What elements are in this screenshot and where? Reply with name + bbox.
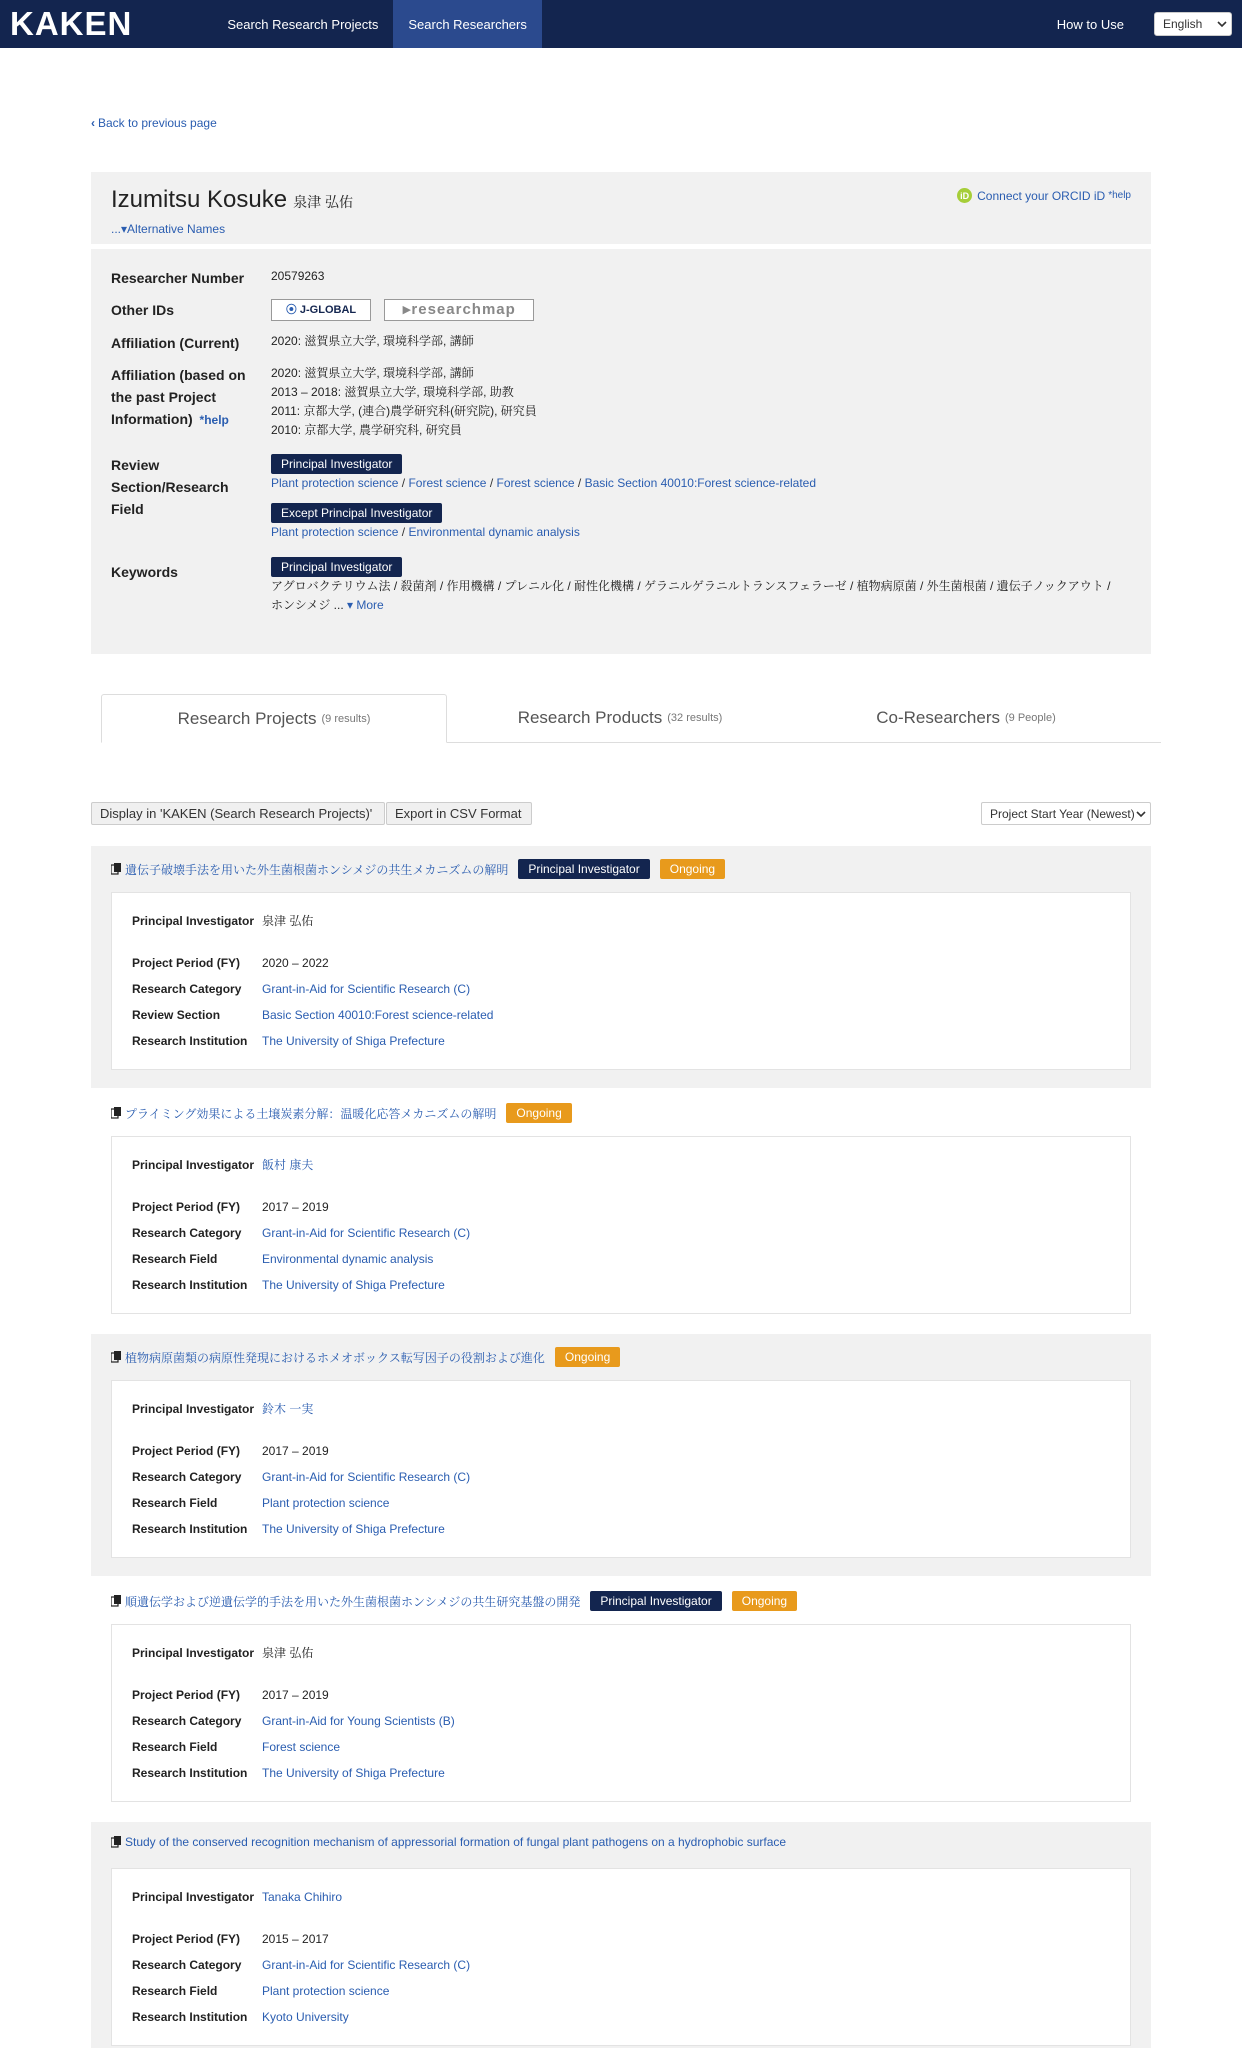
project-title-link[interactable]: 遺伝子破壊手法を用いた外生菌根菌ホンシメジの共生メカニズムの解明	[125, 862, 509, 877]
review-section-row: Review Section/Research Field Principal Investigator Plant protection science / Forest science / Forest science / Basic Section 40010:Forest science-related Except Principal Investigator Plant protection science / Environmental dynamic analysis	[111, 454, 1121, 542]
orcid-icon: iD	[957, 188, 972, 203]
researchmap-link[interactable]: ▸researchmap	[384, 299, 534, 321]
project-category-link[interactable]: Grant-in-Aid for Scientific Research (C)	[262, 982, 471, 996]
project-title-link[interactable]: Study of the conserved recognition mechanism of appressorial formation of fungal plant pathogens on a hydrophobic surface	[125, 1835, 787, 1849]
researcher-header	[91, 172, 1151, 244]
nav-how-to-use[interactable]: How to Use	[1056, 16, 1124, 32]
project-institution-link[interactable]: The University of Shiga Prefecture	[262, 1034, 445, 1048]
status-badge: Ongoing	[660, 859, 725, 879]
affiliation-current-row: Affiliation (Current) 2020: 滋賀県立大学, 環境科学部, 講師	[111, 332, 1121, 354]
tab-research-products[interactable]: Research Products (32 results)	[517, 708, 723, 727]
sort-select[interactable]	[981, 802, 1151, 825]
document-icon	[111, 1351, 121, 1363]
keywords-more-link[interactable]: ▾ More	[347, 598, 384, 612]
project-item	[91, 1822, 1151, 2048]
pi-tag: Principal Investigator	[518, 859, 649, 879]
review-pi-fields: Plant protection science / Forest science / Forest science / Basic Section 40010:Forest science-related	[271, 476, 817, 490]
project-period: 2017 – 2019	[262, 1688, 329, 1702]
orcid-help-link[interactable]: *help	[1108, 190, 1131, 201]
keywords-row: Keywords Principal Investigator アグロバクテリウム法 / 殺菌剤 / 作用機構 / プレニル化 / 耐性化機構 / ゲラニルゲラニルトランスフェラーゼ / 植物病原菌 / 外生菌根菌 / 遺伝子ノックアウト / ホンシメジ ... ▾ More	[111, 557, 1121, 615]
project-category-link[interactable]: Grant-in-Aid for Scientific Research (C)	[262, 1226, 471, 1240]
researcher-number-row: Researcher Number 20579263	[111, 267, 1121, 289]
tab-co-researchers[interactable]: Co-Researchers (9 People)	[876, 708, 1056, 727]
researcher-info	[91, 249, 1151, 654]
document-icon	[111, 1107, 121, 1119]
project-institution-link[interactable]: The University of Shiga Prefecture	[262, 1278, 445, 1292]
language-value: English	[1163, 17, 1203, 31]
researcher-name-ja: 泉津 弘佑	[293, 194, 353, 210]
project-details: Principal Investigator 飯村 康夫 Project Period (FY) 2017 – 2019 Research Category Grant-in-Aid for Scientific Research (C) Research Field Environmental dynamic analysis Research Institution The University of Shiga Prefecture	[111, 1136, 1131, 1314]
tab-research-projects[interactable]: Research Projects (9 results)	[101, 694, 447, 743]
other-ids-row: Other IDs ⦿ J-GLOBAL ▸researchmap	[111, 299, 1121, 321]
project-pi: 泉津 弘佑	[262, 1646, 314, 1660]
status-badge: Ongoing	[732, 1591, 797, 1611]
pi-tag: Principal Investigator	[590, 1591, 721, 1611]
researchmap-logo-icon: ▸	[402, 301, 412, 318]
project-category-link[interactable]: Grant-in-Aid for Scientific Research (C)	[262, 1470, 471, 1484]
project-pi-link[interactable]: Tanaka Chihiro	[262, 1890, 343, 1904]
project-category-link[interactable]: Grant-in-Aid for Young Scientists (B)	[262, 1714, 455, 1728]
document-icon	[111, 863, 121, 875]
project-period: 2020 – 2022	[262, 956, 329, 970]
nav-search-researchers[interactable]: Search Researchers	[393, 0, 542, 48]
project-period: 2015 – 2017	[262, 1932, 329, 1946]
chevron-down-icon	[1136, 809, 1146, 819]
project-item	[91, 1334, 1151, 1576]
project-institution-link[interactable]: Kyoto University	[262, 2010, 349, 2024]
keywords-badge: Principal Investigator	[271, 557, 402, 577]
project-category-link[interactable]: Grant-in-Aid for Scientific Research (C)	[262, 1958, 471, 1972]
project-pi-link[interactable]: 鈴木 一実	[262, 1402, 314, 1416]
project-institution-link[interactable]: The University of Shiga Prefecture	[262, 1522, 445, 1536]
document-icon	[111, 1836, 121, 1848]
nav-search-projects[interactable]: Search Research Projects	[227, 16, 379, 32]
project-pi: 泉津 弘佑	[262, 914, 314, 928]
project-item	[91, 1578, 1151, 1820]
sort-value: Project Start Year (Newest)	[990, 806, 1135, 821]
project-period: 2017 – 2019	[262, 1200, 329, 1214]
project-field-link[interactable]: Plant protection science	[262, 1496, 390, 1510]
review-except-badge: Except Principal Investigator	[271, 503, 442, 523]
project-title-link[interactable]: 順遺伝学および逆遺伝学的手法を用いた外生菌根菌ホンシメジの共生研究基盤の開発	[125, 1594, 581, 1609]
top-navbar	[0, 0, 1242, 48]
project-pi-link[interactable]: 飯村 康夫	[262, 1158, 314, 1172]
jglobal-link[interactable]: ⦿ J-GLOBAL	[271, 299, 371, 321]
project-details: Principal Investigator 泉津 弘佑 Project Period (FY) 2020 – 2022 Research Category Grant-in-Aid for Scientific Research (C) Review Section Basic Section 40010:Forest science-related Research Institution The University of Shiga Prefecture	[111, 892, 1131, 1070]
keywords-list: アグロバクテリウム法 / 殺菌剤 / 作用機構 / プレニル化 / 耐性化機構 / ゲラニルゲラニルトランスフェラーゼ / 植物病原菌 / 外生菌根菌 / 遺伝子ノックアウト /	[271, 579, 1111, 593]
project-item	[91, 846, 1151, 1088]
display-in-kaken-button[interactable]: Display in 'KAKEN (Search Research Projects)'	[91, 802, 385, 825]
jglobal-logo-icon: ⦿	[285, 304, 297, 316]
project-details: Principal Investigator 鈴木 一実 Project Period (FY) 2017 – 2019 Research Category Grant-in-Aid for Scientific Research (C) Research Field Plant protection science Research Institution The University of Shiga Prefecture	[111, 1380, 1131, 1558]
chevron-down-icon	[1217, 19, 1227, 29]
project-details: Principal Investigator Tanaka Chihiro Project Period (FY) 2015 – 2017 Research Category Grant-in-Aid for Scientific Research (C) Research Field Plant protection science Research Institution Kyoto University	[111, 1868, 1131, 2046]
chevron-left-icon: ‹	[91, 116, 95, 130]
back-link[interactable]: ‹ Back to previous page	[91, 116, 217, 130]
orcid-connect	[957, 188, 1131, 203]
project-period: 2017 – 2019	[262, 1444, 329, 1458]
status-badge: Ongoing	[555, 1347, 620, 1367]
alternative-names-toggle[interactable]: ...▾Alternative Names	[111, 222, 226, 236]
project-details: Principal Investigator 泉津 弘佑 Project Period (FY) 2017 – 2019 Research Category Grant-in-Aid for Young Scientists (B) Research Field Forest science Research Institution The University of Shiga Prefecture	[111, 1624, 1131, 1802]
review-except-fields: Plant protection science / Environmental dynamic analysis	[271, 525, 580, 539]
project-field-link[interactable]: Basic Section 40010:Forest science-related	[262, 1008, 494, 1022]
export-csv-button[interactable]: Export in CSV Format	[386, 802, 532, 825]
project-field-link[interactable]: Forest science	[262, 1740, 341, 1754]
project-title-link[interactable]: 植物病原菌類の病原性発現におけるホメオボックス転写因子の役割および進化	[125, 1350, 545, 1365]
project-field-link[interactable]: Environmental dynamic analysis	[262, 1252, 434, 1266]
researcher-number: 20579263	[271, 269, 325, 283]
project-item	[91, 1090, 1151, 1332]
affiliation-current: 2020: 滋賀県立大学, 環境科学部, 講師	[271, 334, 474, 348]
status-badge: Ongoing	[506, 1103, 571, 1123]
orcid-connect-link[interactable]: Connect your ORCID iD	[977, 188, 1106, 203]
affiliation-help-link[interactable]: *help	[199, 413, 229, 427]
review-pi-badge: Principal Investigator	[271, 454, 402, 474]
project-title-link[interactable]: プライミング効果による土壌炭素分解：温暖化応答メカニズムの解明	[125, 1106, 497, 1121]
affiliation-past-list: 2020: 滋賀県立大学, 環境科学部, 講師 2013 – 2018: 滋賀県立大学, 環境科学部, 助教 2011: 京都大学, (連合)農学研究科(研究院), 研究員 2010: 京都大学, 農学研究科, 研究員	[271, 366, 537, 437]
project-institution-link[interactable]: The University of Shiga Prefecture	[262, 1766, 445, 1780]
project-field-link[interactable]: Plant protection science	[262, 1984, 390, 1998]
kaken-logo[interactable]: KAKEN	[10, 5, 133, 42]
document-icon	[111, 1595, 121, 1607]
result-tabs	[101, 694, 1161, 743]
language-select[interactable]	[1154, 12, 1232, 36]
affiliation-past-row: Affiliation (based on the past Project Information) *help 2020: 滋賀県立大学, 環境科学部, 講師 2013 – 2018: 滋賀県立大学, 環境科学部, 助教 2011: 京都大学, (連合)農学研究科(研究院), 研究員 2010: 京都大学, 農学研究科, 研究員	[111, 364, 1121, 440]
researcher-name: Izumitsu Kosuke 泉津 弘佑	[111, 186, 353, 213]
